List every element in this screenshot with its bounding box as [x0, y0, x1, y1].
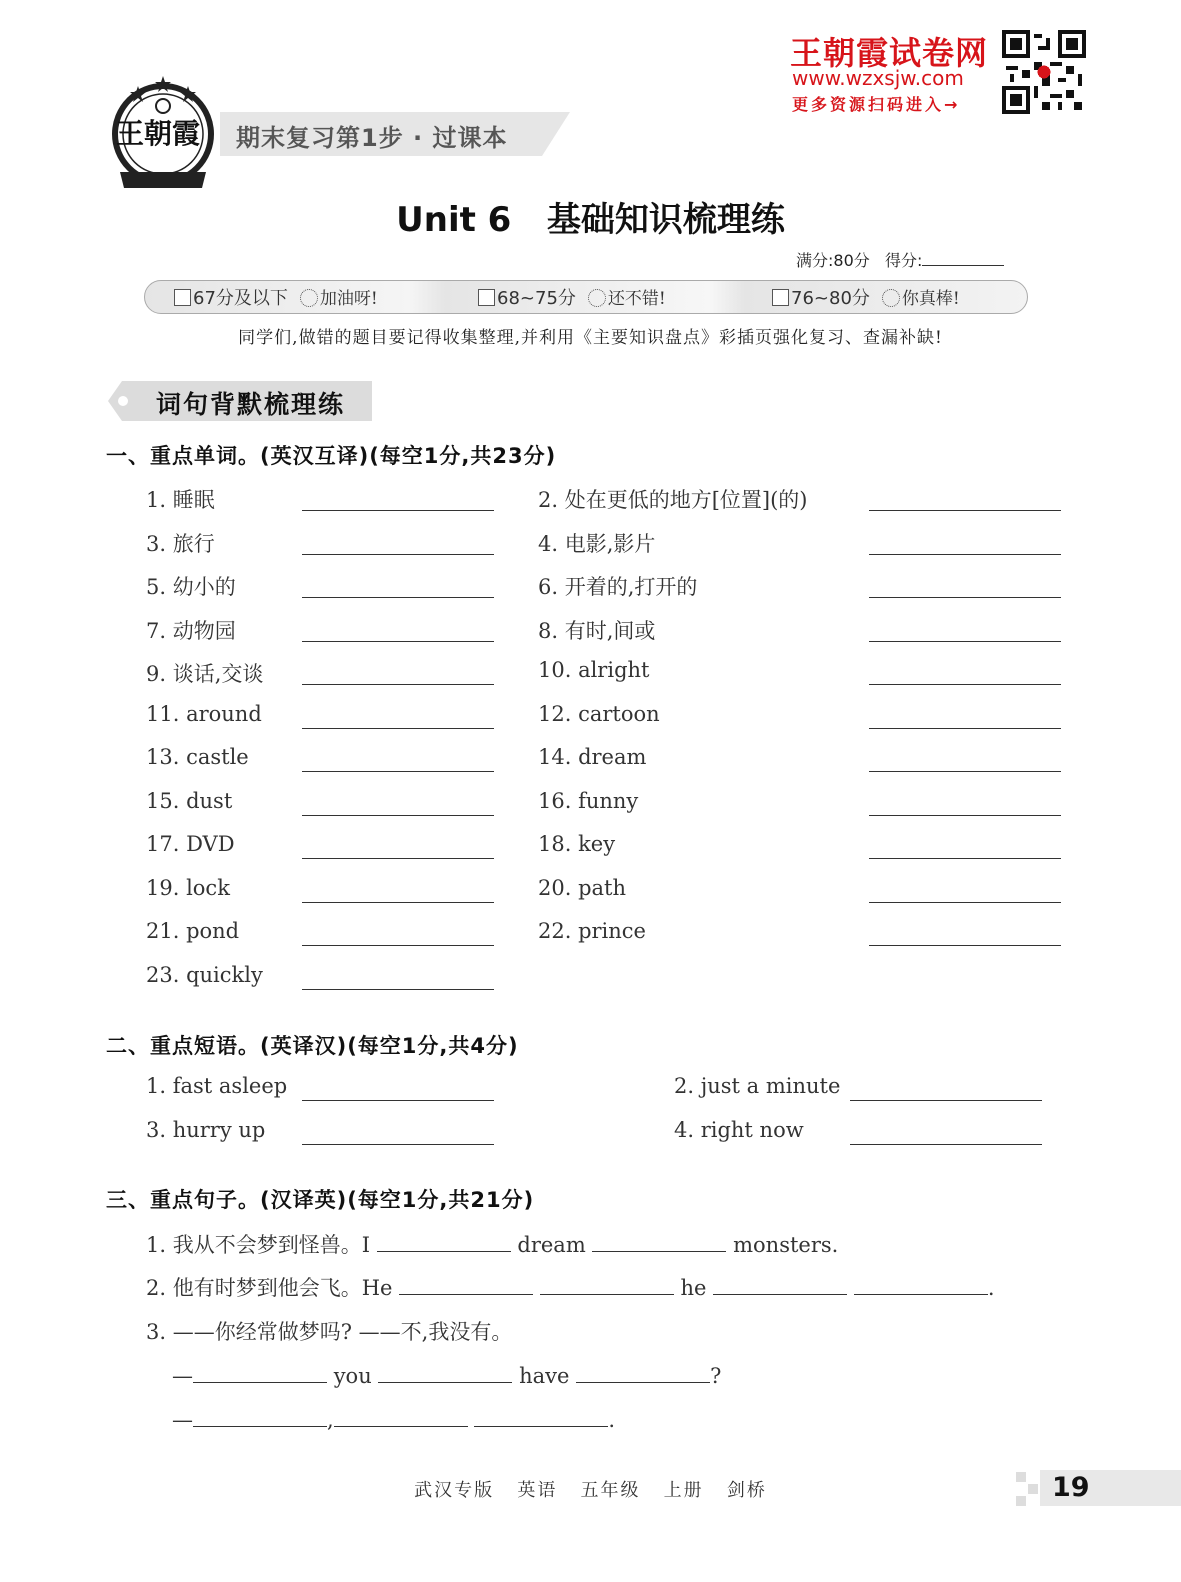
answer-blank[interactable]: [377, 1229, 511, 1252]
answer-blank[interactable]: [302, 815, 494, 816]
answer-blank[interactable]: [378, 1360, 512, 1383]
instruction-note: 同学们,做错的题目要记得收集整理,并利用《主要知识盘点》彩插页强化复习、查漏补缺!: [238, 328, 943, 348]
sentence-punct: .: [987, 1276, 995, 1300]
rating-range: 68~75分: [497, 288, 576, 309]
sentence-punct: .: [608, 1408, 616, 1432]
vocab-item: 12. cartoon: [538, 701, 660, 726]
answer-blank[interactable]: [302, 858, 494, 859]
sentence-word: have: [519, 1364, 570, 1388]
vocab-item: 2. 处在更低的地方[位置](的): [538, 488, 808, 512]
vocab-item: 14. dream: [538, 745, 647, 769]
answer-blank[interactable]: [302, 728, 494, 729]
decor-square: [1028, 1484, 1038, 1494]
sentence-2: [146, 1272, 995, 1302]
checkbox-icon[interactable]: [772, 289, 789, 306]
sentence-word: you: [333, 1364, 372, 1388]
answer-blank[interactable]: [869, 771, 1061, 772]
decor-square: [1016, 1496, 1026, 1506]
answer-blank[interactable]: [869, 597, 1061, 598]
score-line: [796, 248, 1004, 271]
answer-blank[interactable]: [302, 641, 494, 642]
answer-blank[interactable]: [713, 1272, 847, 1295]
answer-blank[interactable]: [576, 1360, 710, 1383]
vocab-item: 9. 谈话,交谈: [146, 662, 264, 686]
answer-blank[interactable]: [193, 1404, 327, 1427]
vocab-item: 23. quickly: [146, 962, 263, 987]
sentence-3-question: [172, 1360, 721, 1388]
vocab-item: 6. 开着的,打开的: [538, 575, 698, 599]
vocab-item: 4. 电影,影片: [538, 531, 656, 556]
section-title: 词句背默梳理练: [156, 390, 346, 419]
answer-blank[interactable]: [193, 1360, 327, 1383]
vocab-item: 16. funny: [538, 788, 639, 813]
answer-blank[interactable]: [302, 945, 494, 946]
vocab-item: 7. 动物园: [146, 618, 236, 643]
answer-blank[interactable]: [850, 1144, 1042, 1145]
phrase-item: 1. fast asleep: [146, 1074, 288, 1098]
vocab-item: 3. 旅行: [146, 531, 215, 556]
sentence-prompt: 2. 他有时梦到他会飞。He: [146, 1276, 393, 1300]
rating-comment: 加油呀!: [319, 289, 378, 309]
answer-blank[interactable]: [854, 1272, 988, 1295]
answer-blank[interactable]: [850, 1100, 1042, 1101]
vocab-item: 13. castle: [146, 745, 249, 769]
sentence-word: he: [680, 1276, 707, 1300]
answer-blank[interactable]: [869, 815, 1061, 816]
sentence-3-answer: [172, 1404, 615, 1432]
answer-blank[interactable]: [869, 510, 1061, 511]
score-label: 得分:: [885, 251, 923, 270]
part2-heading: 二、重点短语。(英译汉)(每空1分,共4分): [106, 1034, 519, 1058]
page-title: Unit 6 基础知识梳理练: [396, 200, 785, 240]
vocab-item: 22. prince: [538, 919, 646, 943]
sentence-punct: ,: [327, 1408, 334, 1432]
part1-heading: 一、重点单词。(英汉互译)(每空1分,共23分): [106, 444, 557, 468]
vocab-item: 19. lock: [146, 875, 230, 900]
rating-range: 76~80分: [791, 288, 870, 309]
vocab-item: 5. 幼小的: [146, 575, 236, 599]
phrase-item: 4. right now: [674, 1118, 804, 1142]
vocab-item: 10. alright: [538, 658, 650, 682]
vocab-item: 21. pond: [146, 919, 240, 943]
answer-blank[interactable]: [869, 945, 1061, 946]
vocab-item: 1. 睡眠: [146, 488, 215, 512]
brand-scan-hint: 更多资源扫码进入→: [792, 95, 961, 114]
vocab-item: 15. dust: [146, 788, 233, 813]
sentence-word: monsters.: [733, 1233, 839, 1257]
vocab-item: 18. key: [538, 832, 616, 856]
answer-blank[interactable]: [474, 1404, 608, 1427]
rating-range: 67分及以下: [193, 288, 288, 309]
vocab-item: 20. path: [538, 875, 626, 900]
answer-blank[interactable]: [540, 1272, 674, 1295]
decor-square: [1016, 1472, 1026, 1482]
brand-title: 王朝霞试卷网: [790, 34, 989, 72]
answer-blank[interactable]: [869, 684, 1061, 685]
answer-blank[interactable]: [869, 858, 1061, 859]
dialog-dash: —: [172, 1364, 193, 1388]
part3-heading: 三、重点句子。(汉译英)(每空1分,共21分): [106, 1188, 535, 1212]
rating-comment: 还不错!: [607, 289, 666, 309]
sentence-3-prompt: 3. ——你经常做梦吗? ——不,我没有。: [146, 1320, 513, 1344]
answer-blank[interactable]: [302, 554, 494, 555]
sentence-punct: ?: [710, 1364, 722, 1388]
answer-blank[interactable]: [399, 1272, 533, 1295]
answer-blank[interactable]: [302, 989, 494, 990]
answer-blank[interactable]: [302, 902, 494, 903]
brand-url[interactable]: www.wzxsjw.com: [792, 66, 964, 90]
answer-blank[interactable]: [302, 771, 494, 772]
answer-blank[interactable]: [334, 1404, 468, 1427]
vocab-item: 17. DVD: [146, 832, 235, 856]
page-number: 19: [1052, 1472, 1090, 1503]
sentence-prompt: 1. 我从不会梦到怪兽。I: [146, 1233, 371, 1257]
answer-blank[interactable]: [302, 684, 494, 685]
score-input[interactable]: [922, 249, 1004, 266]
face-icon: [882, 289, 900, 307]
footer-edition: 武汉专版 英语 五年级 上册 剑桥: [414, 1480, 767, 1501]
rating-comment: 你真棒!: [901, 289, 960, 309]
step-label: 期末复习第1步 · 过课本: [236, 124, 508, 152]
answer-blank[interactable]: [869, 641, 1061, 642]
checkbox-icon[interactable]: [174, 289, 191, 306]
sentence-1: [146, 1229, 838, 1259]
face-icon: [588, 289, 606, 307]
answer-blank[interactable]: [592, 1229, 726, 1252]
phrase-item: 3. hurry up: [146, 1118, 266, 1142]
answer-blank[interactable]: [302, 1144, 494, 1145]
dialog-dash: —: [172, 1408, 193, 1432]
answer-blank[interactable]: [302, 597, 494, 598]
answer-blank[interactable]: [869, 902, 1061, 903]
sentence-word: dream: [517, 1233, 586, 1257]
logo-text: 王朝霞: [116, 117, 201, 150]
face-icon: [300, 289, 318, 307]
answer-blank[interactable]: [869, 554, 1061, 555]
answer-blank[interactable]: [869, 728, 1061, 729]
rating-1: [174, 284, 378, 310]
full-score: 满分:80分: [796, 251, 870, 270]
vocab-item: 8. 有时,间或: [538, 618, 656, 643]
rating-3: [772, 284, 960, 310]
answer-blank[interactable]: [302, 510, 494, 511]
qr-code-icon[interactable]: [1002, 30, 1086, 114]
rating-2: [478, 284, 666, 310]
phrase-item: 2. just a minute: [674, 1074, 841, 1098]
vocab-item: 11. around: [146, 701, 262, 726]
answer-blank[interactable]: [302, 1100, 494, 1101]
tag-hole-icon: [118, 396, 128, 406]
checkbox-icon[interactable]: [478, 289, 495, 306]
